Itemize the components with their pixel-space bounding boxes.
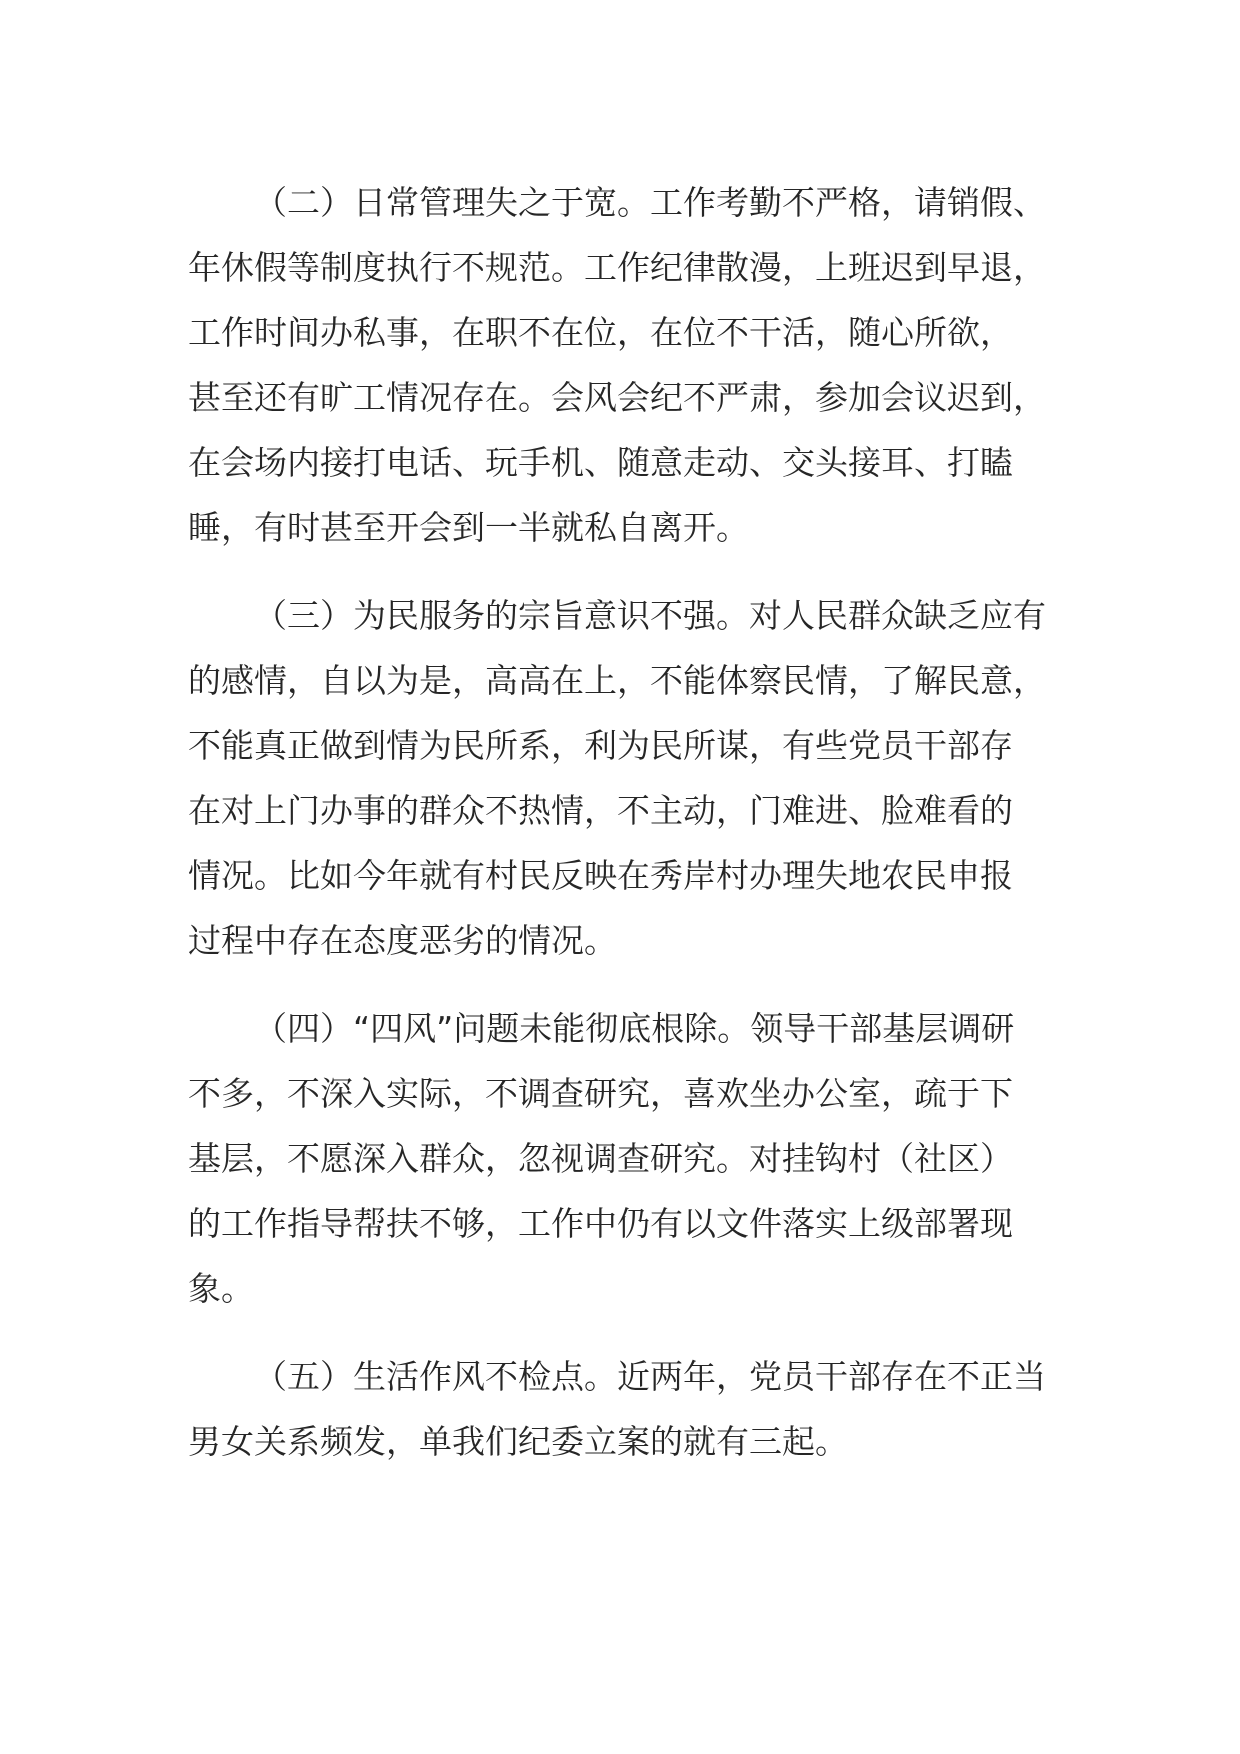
text-line: 年休假等制度执行不规范。工作纪律散漫，上班迟到早退， <box>188 248 1046 287</box>
text-line: 基层，不愿深入群众，忽视调查研究。对挂钩村（社区） <box>188 1139 1013 1178</box>
paragraph-four-winds <box>188 996 1060 1321</box>
text-line: 不能真正做到情为民所系，利为民所谋，有些党员干部存 <box>188 726 1013 765</box>
text-line: 在会场内接打电话、玩手机、随意走动、交头接耳、打瞌 <box>188 443 1013 482</box>
text-line: （三）为民服务的宗旨意识不强。对人民群众缺乏应有 <box>254 596 1046 635</box>
text-line: 工作时间办私事，在职不在位，在位不干活，随心所欲， <box>188 313 1013 352</box>
paragraph-service-awareness <box>188 583 1060 973</box>
text-line: （五）生活作风不检点。近两年，党员干部存在不正当 <box>254 1357 1046 1396</box>
paragraph-lifestyle <box>188 1344 1060 1474</box>
paragraph-daily-management <box>188 170 1060 560</box>
text-line: 的感情，自以为是，高高在上，不能体察民情，了解民意， <box>188 661 1046 700</box>
text-line: 不多，不深入实际，不调查研究，喜欢坐办公室，疏于下 <box>188 1074 1013 1113</box>
text-line: 睡，有时甚至开会到一半就私自离开。 <box>188 508 749 547</box>
text-line: 的工作指导帮扶不够，工作中仍有以文件落实上级部署现 <box>188 1204 1013 1243</box>
text-line: 甚至还有旷工情况存在。会风会纪不严肃，参加会议迟到， <box>188 378 1046 417</box>
text-line: 过程中存在态度恶劣的情况。 <box>188 921 617 960</box>
text-line: （四）“四风”问题未能彻底根除。领导干部基层调研 <box>254 1009 1015 1048</box>
text-line: 象。 <box>188 1269 254 1308</box>
document-body <box>188 170 1060 1497</box>
text-line: （二）日常管理失之于宽。工作考勤不严格，请销假、 <box>254 183 1046 222</box>
text-line: 男女关系频发，单我们纪委立案的就有三起。 <box>188 1422 848 1461</box>
text-line: 在对上门办事的群众不热情，不主动，门难进、脸难看的 <box>188 791 1013 830</box>
text-line: 情况。比如今年就有村民反映在秀岸村办理失地农民申报 <box>188 856 1013 895</box>
